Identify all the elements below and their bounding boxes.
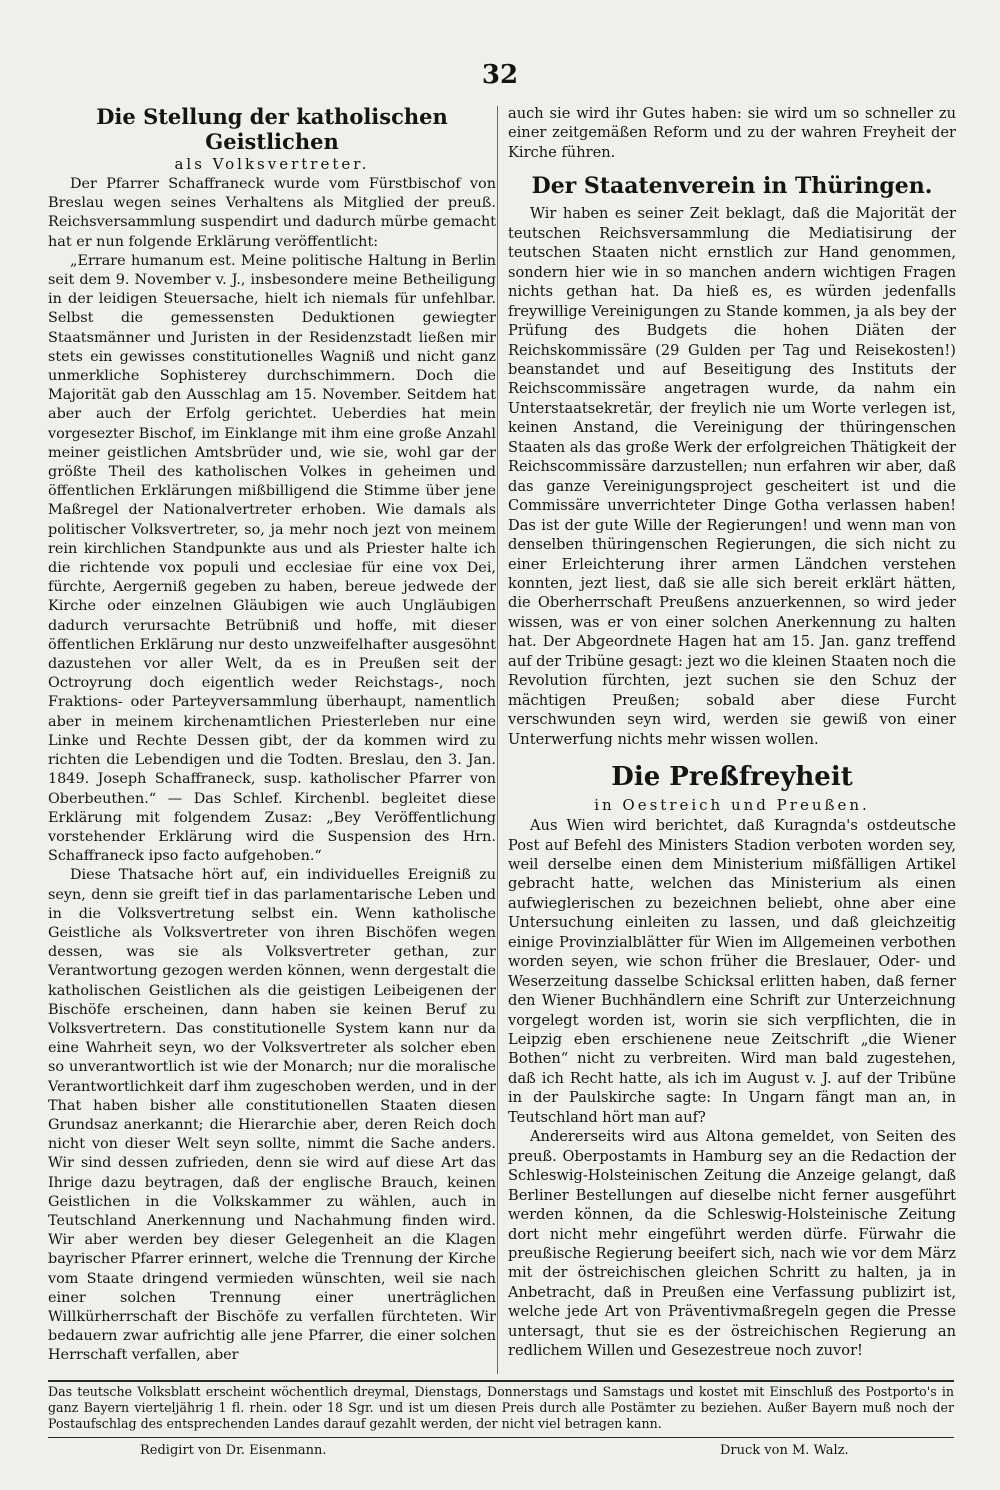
article-title-press-freedom: Die Preßfreyheit [611, 762, 853, 793]
left-column [48, 104, 496, 1366]
paragraph: „Errare humanum est. Meine politische Haltung in Berlin seit dem 9. November v. J., insbesondere meine Betheiligung in der leidigen Steuersache, hielt ich niemals für unfehlbar. Selbst die gemessensten Deduktionen gewiegter Staatsmänner und Juristen in der Residenzstadt ließen mir stets ein gewisses constitutionelles Wagniß und nicht ganz unmerkliche Sophisterey durchschimmern. Doch die Majorität gab den Ausschlag am 15. November. Seitdem hat aber auch der Erfolg gerichtet. Ueberdies hat mein vorgesezter Bischof, im Einklange mit ihm eine große Anzahl meiner geistlichen Amtsbrüder und, wie sie, wohl gar der größte Theil des katholischen Volkes in geheimen und öffentlichen Erklärungen mißbilligend die Stimme über jene Maßregel der Nationalvertreter erhoben. Wie damals als politischer Volksvertreter, so, ja mehr noch jezt von meinem rein kirchlichen Standpunkte aus und als Priester halte ich die richtende vox populi und ecclesiae für eine vox Dei, fürchte, Aergerniß gegeben zu haben, bereue jedwede der Kirche oder einzelnen Gläubigen wie auch Ungläubigen dadurch verursachte Betrübniß und hoffe, mit dieser öffentlichen Erklärung nur desto unzweifelhafter ausgesöhnt dazustehen vor aller Welt, da es in Preußen seit der Octroyrung doch eigentlich weder Reichstags-, noch Fraktions- oder Parteyversammlung überhaupt, namentlich aber in meinem kirchenamtlichen Priesterleben nur eine Linke und Rechte Dessen gibt, der da kommen wird zu richten die Lebendigen und die Todten. Breslau, den 3. Jan. 1849. Joseph Schaffraneck, susp. katholischer Pfarrer von Oberbeuthen.“ — Das Schlef. Kirchenbl. begleitet diese Erklärung mit folgendem Zusaz: „Bey Veröffentlichung vorstehender Erklärung wird die Suspension des Hrn. Schaffraneck ipso facto aufgehoben.“ [48, 252, 496, 865]
footer-rule-bottom [48, 1437, 954, 1438]
printer-imprint: Druck von M. Walz. [720, 1443, 849, 1458]
paragraph: Andererseits wird aus Altona gemeldet, von Seiten des preuß. Oberpostamts in Hamburg sey an die Redaction der Schleswig-Holsteinischen Zeitung die Anzeige gelangt, daß Berliner Bestellungen auf dieselbe nicht ferner ausgeführt werden können, da die Schleswig-Holsteinische Zeitung dort nicht mehr eingeführt werden dürfe. Fürwahr die preußische Regierung beeifert sich, nach wie vor dem März mit der östreichischen gleichen Schritt zu halten, ja in Anbetracht, daß in Preußen eine Verfassung publizirt ist, welche jede Art von Präventivmaßregeln gegen die Presse untersagt, thut sie es der östreichischen Regierung an redlichem Willen und Gesezestreue noch zuvor! [508, 1128, 956, 1360]
continuation-paragraph: auch sie wird ihr Gutes haben: sie wird um so schneller zu einer zeitgemäßen Reform und zu der wahren Freyheit der Kirche führen. [508, 105, 956, 161]
paragraph: Der Pfarrer Schaffraneck wurde vom Fürstbischof von Breslau wegen seines Verhaltens als Mitglied der preuß. Reichsversammlung suspendirt und dadurch mürbe gemacht hat er nun folgende Erklärung veröffentlicht: [48, 176, 496, 250]
page-number: 32 [481, 60, 519, 90]
article-title-clergy: Die Stellung der katholischen Geistlichen [96, 104, 448, 154]
subscription-note: Das teutsche Volksblatt erscheint wöchentlich dreymal, Dienstags, Donnerstags und Samstags und kostet mit Einschluß des Postporto's in ganz Bayern vierteljährig 1 fl. rhein. oder 18 Sgr. und ist um diesen Preis durch alle Postämter zu beziehen. Außer Bayern muß noch der Postaufschlag des entsprechenden Landes darauf gezahlt werden, der nicht viel betragen kann. [48, 1384, 954, 1431]
column-divider [497, 106, 498, 1374]
right-column [508, 104, 956, 1361]
article-subtitle-clergy: als Volksvertreter. [174, 155, 370, 173]
paragraph: Diese Thatsache hört auf, ein individuelles Ereigniß zu seyn, denn sie greift tief in das parlamentarische Leben und in die Volksvertretung selbst ein. Wenn katholische Geistliche als Volksvertreter von ihren Bischöfen wegen dessen, was sie als Volksvertreter gethan, zur Verantwortung gezogen werden können, wenn dergestalt die katholischen Geistlichen als die geistigen Leibeigenen der Bischöfe erscheinen, dann haben sie keinen Beruf zu Volksvertretern. Das constitutionelle System kann nur da eine Wahrheit seyn, wo der Volksvertreter als solcher eben so unverantwortlich ist wie der Monarch; nur die moralische Verantwortlichkeit darf ihm zugeschoben werden, und in der That haben bisher alle constitutionellen Staaten diesen Grundsaz anerkannt; die Hierarchie aber, deren Reich doch nicht von dieser Welt seyn sollte, nimmt die Sache anders. Wir sind dessen zufrieden, denn sie wird auf diese Art das Ihrige dazu beytragen, daß der englische Brauch, keinen Geistlichen in die Volkskammer zu wählen, auch in Teutschland Anerkennung und Nachahmung finden wird. Wir aber werden bey dieser Gelegenheit an die Klagen bayrischer Pfarrer erinnert, welche die Trennung der Kirche vom Staate dringend vermieden wünschten, weil sie nach einer solchen Trennung einer unerträglichen Willkürherrschaft der Bischöfe zu verfallen fürchteten. Wir bedauern zwar aufrichtig alle jene Pfarrer, die einer solchen Herrschaft verfallen, aber [48, 867, 496, 1364]
article-title-thuringia: Der Staatenverein in Thüringen. [531, 173, 933, 200]
paragraph: Wir haben es seiner Zeit beklagt, daß die Majorität der teutschen Reichsversammlung die Mediatisirung der teutschen Staaten nicht ernstlich zur Hand genommen, sondern hier wie in so manchen andern wichtigen Fragen nichts gethan hat. Da hieß es, es würden jedenfalls freywillige Vereinigungen zu Stande kommen, ja als bey der Prüfung des Budgets die hohen Diäten der Reichskommissäre (29 Gulden per Tag und Reisekosten!) beanstandet und auf Beseitigung des Instituts der Reichscommissäre angetragen wurde, da nahm ein Unterstaatsekretär, der freylich nie um Worte verlegen ist, keinen Anstand, die Vereinigung der thüringenschen Staaten als das große Werk der erfolgreichen Thätigkeit der Reichscommissäre darzustellen; nun erfahren wir aber, daß das ganze Vereinigungsproject gescheitert ist und die Commissäre unverrichteter Dinge Gotha verlassen haben! Das ist der gute Wille der Regierungen! und wenn man von denselben thüringenschen Regierungen, die sich nicht zu einer Erleichterung ihrer armen Ländchen verstehen konnten, jezt liest, daß sie alle sich bereit erklärt hätten, die Oberherrschaft Preußens anzuerkennen, so wird jeder wissen, was er von einer solchen Anerkennung zu halten hat. Der Abgeordnete Hagen hat am 15. Jan. ganz treffend auf der Tribüne gesagt: jezt wo die kleinen Staaten noch die Revolution fürchten, jezt suchen sie den Schuz der mächtigen Preußen; sobald aber diese Furcht verschwunden seyn wird, werden sie gewiß von einer Unterwerfung nichts mehr wissen wollen. [508, 205, 956, 748]
paragraph: Aus Wien wird berichtet, daß Kuragnda's ostdeutsche Post auf Befehl des Ministers Stadion verboten worden sey, weil derselbe einen dem Ministerium mißfälligen Artikel gebracht hatte, welchen das Ministerium als einen aufwieglerischen zu bezeichnen beliebt, ohne aber eine Untersuchung einleiten zu lassen, und daß gleichzeitig einige Provinzialblätter für Wien im Allgemeinen verbothen worden seyen, wie schon früher die Breslauer, Oder- und Weserzeitung dasselbe Schicksal erlitten haben, daß ferner den Wiener Buchhändlern eine Schrift zur Unterzeichnung vorgelegt worden ist, worin sie sich verpflichten, die in Leipzig eben erschienene neue Zeitschrift „die Wiener Bothen“ nicht zu verbreiten. Wird man bald zugestehen, daß ich Recht hatte, als ich im August v. J. auf der Tribüne in der Paulskirche sagte: In Ungarn fängt man an, in Teutschland hört man auf? [508, 817, 956, 1126]
article-subtitle-press-freedom: in Oestreich und Preußen. [594, 796, 870, 815]
footer-rule-top [48, 1380, 954, 1382]
editor-imprint: Redigirt von Dr. Eisenmann. [140, 1443, 327, 1458]
